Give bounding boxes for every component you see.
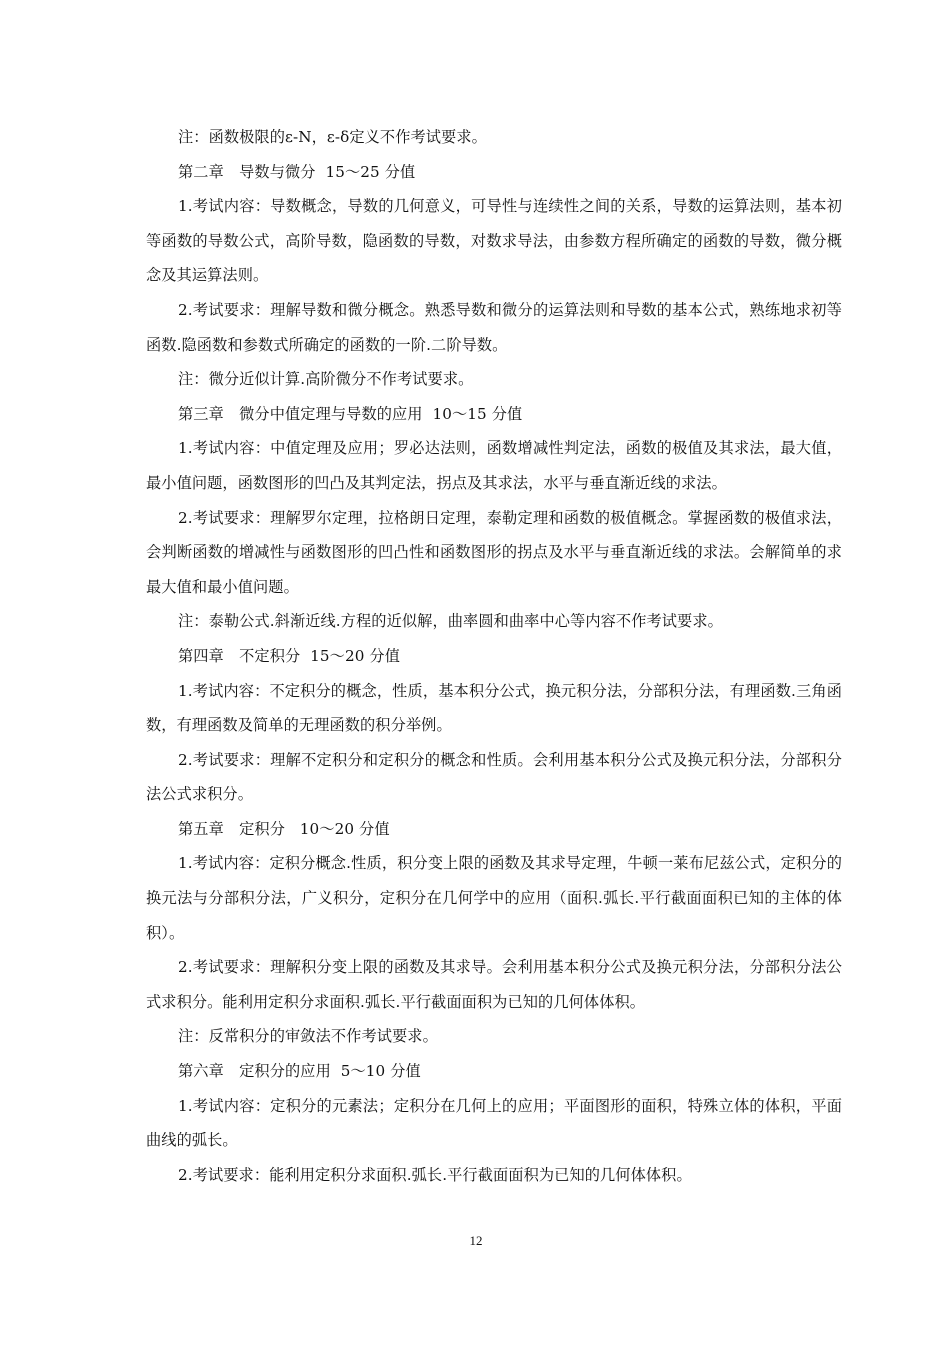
note-paragraph: 注：微分近似计算.高阶微分不作考试要求。 (178, 370, 474, 389)
page-number: 12 (469, 1233, 483, 1248)
page-body (146, 120, 842, 1192)
chapter-heading: 第三章 微分中值定理与导数的应用 10～15 分值 (178, 404, 523, 423)
body-paragraph: 1.考试内容：定积分概念.性质，积分变上限的函数及其求导定理，牛顿一莱布尼兹公式，定积分的换元法与分部积分法，广义积分，定积分在几何学中的应用（面积.弧长.平行截面面积已知的主体的体积）。 (146, 854, 842, 942)
body-paragraph: 2.考试要求：能利用定积分求面积.弧长.平行截面面积为已知的几何体体积。 (178, 1165, 692, 1184)
body-paragraph: 2.考试要求：理解导数和微分概念。熟悉导数和微分的运算法则和导数的基本公式，熟练地求初等函数.隐函数和参数式所确定的函数的一阶.二阶导数。 (146, 300, 842, 354)
note-paragraph: 注：反常积分的审敛法不作考试要求。 (178, 1027, 438, 1046)
body-paragraph: 1.考试内容：导数概念，导数的几何意义，可导性与连续性之间的关系，导数的运算法则，基本初等函数的导数公式，高阶导数，隐函数的导数，对数求导法，由参数方程所确定的函数的导数，微分概念及其运算法则。 (146, 197, 842, 285)
body-paragraph: 1.考试内容：中值定理及应用；罗必达法则，函数增减性判定法，函数的极值及其求法，最大值，最小值问题，函数图形的凹凸及其判定法，拐点及其求法，水平与垂直渐近线的求法。 (146, 439, 842, 492)
note-paragraph: 注：泰勒公式.斜渐近线.方程的近似解，曲率圆和曲率中心等内容不作考试要求。 (178, 612, 723, 631)
chapter-heading: 第四章 不定积分 15～20 分值 (178, 646, 400, 665)
chapter-heading: 第二章 导数与微分 15～25 分值 (178, 162, 416, 181)
body-paragraph: 2.考试要求：理解积分变上限的函数及其求导。会利用基本积分公式及换元积分法，分部积分法公式求积分。能利用定积分求面积.弧长.平行截面面积为已知的几何体体积。 (146, 958, 842, 1011)
body-paragraph: 2.考试要求：理解不定积分和定积分的概念和性质。会利用基本积分公式及换元积分法，分部积分法公式求积分。 (146, 750, 842, 804)
note-paragraph: 注：函数极限的ε-N，ε-δ定义不作考试要求。 (178, 128, 487, 146)
body-paragraph: 2.考试要求：理解罗尔定理，拉格朗日定理，泰勒定理和函数的极值概念。掌握函数的极值求法，会判断函数的增减性与函数图形的凹凸性和函数图形的拐点及水平与垂直渐近线的求法。会解简单的求最大值和最小值问题。 (146, 508, 842, 596)
chapter-heading: 第五章 定积分 10～20 分值 (178, 819, 390, 838)
body-paragraph: 1.考试内容：定积分的元素法；定积分在几何上的应用；平面图形的面积，特殊立体的体积，平面曲线的弧长。 (146, 1096, 842, 1150)
body-paragraph: 1.考试内容：不定积分的概念，性质，基本积分公式，换元积分法，分部积分法，有理函数.三角函数，有理函数及简单的无理函数的积分举例。 (146, 681, 842, 735)
chapter-heading: 第六章 定积分的应用 5～10 分值 (178, 1062, 421, 1081)
